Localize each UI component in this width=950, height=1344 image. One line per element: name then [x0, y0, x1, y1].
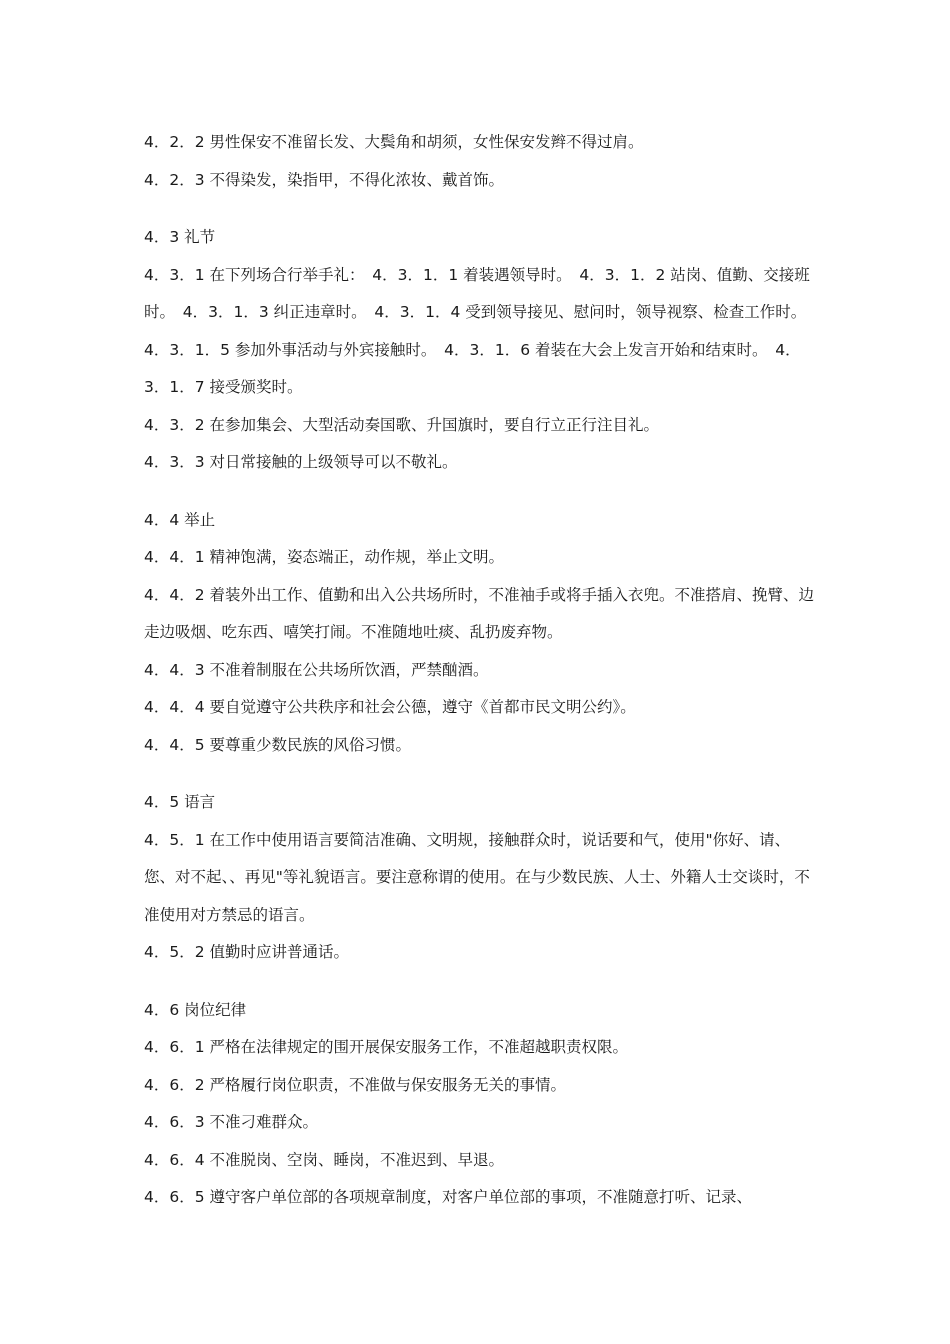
paragraph-4-6-5: 4．6．5 遵守客户单位部的各项规章制度，对客户单位部的事项，不准随意打听、记录、 [144, 1188, 753, 1206]
section-heading-4-5: 4．5 语言 [144, 793, 216, 811]
document-body [144, 124, 814, 1217]
paragraph-4-4-4: 4．4．4 要自觉遵守公共秩序和社会公德，遵守《首都市民文明公约》。 [144, 698, 636, 716]
paragraph-4-6-1: 4．6．1 严格在法律规定的围开展保安服务工作，不准超越职责权限。 [144, 1038, 629, 1056]
section-heading-4-4: 4．4 举止 [144, 510, 216, 529]
section-gap [144, 972, 814, 992]
paragraph-4-4-3: 4．4．3 不准着制服在公共场所饮酒，严禁酗酒。 [144, 660, 489, 679]
section-gap [144, 199, 814, 219]
paragraph-4-2-3: 4．2．3 不得染发，染指甲，不得化浓妆、戴首饰。 [144, 170, 505, 189]
paragraph-4-2-2: 4．2．2 男性保安不准留长发、大鬓角和胡须，女性保安发辫不得过肩。 [144, 133, 644, 151]
paragraph-4-5-2: 4．5．2 值勤时应讲普通话。 [144, 943, 350, 961]
section-gap [144, 764, 814, 784]
paragraph-4-3-2: 4．3．2 在参加集会、大型活动奏国歌、升国旗时，要自行立正行注目礼。 [144, 415, 660, 434]
paragraph-4-3-3: 4．3．3 对日常接触的上级领导可以不敬礼。 [144, 453, 458, 471]
paragraph-4-5-1: 4．5．1 在工作中使用语言要简洁准确、文明规，接触群众时，说话要和气，使用"你好、请、您、对不起、、再见"等礼貌语言。要注意称谓的使用。在与少数民族、人士、外籍人士交谈时，不准使用对方禁忌的语言。 [144, 830, 810, 924]
paragraph-4-4-2: 4．4．2 着装外出工作、值勤和出入公共场所时，不准袖手或将手插入衣兜。不准搭肩、挽臂、边走边吸烟、吃东西、嘻笑打闹。不准随地吐痰、乱扔废弃物。 [144, 585, 815, 641]
paragraph-4-3-1: 4．3．1 在下列场合行举手礼： 4．3．1．1 着装遇领导时。 4．3．1．2 站岗、值勤、交接班时。 4．3．1．3 纠正违章时。 4．3．1．4 受到领导接见、慰问时，领导视察、检查工作时。 4．3．1．5 参加外事活动与外宾接触时。 4．3．1．6 着装在大会上发言开始和结束时。 4．3．1．7 接受颁奖时。 [144, 265, 815, 396]
paragraph-4-6-3: 4．6．3 不准刁难群众。 [144, 1113, 319, 1131]
paragraph-4-6-4: 4．6．4 不准脱岗、空岗、睡岗，不准迟到、早退。 [144, 1150, 505, 1169]
paragraph-4-4-1: 4．4．1 精神饱满，姿态端正，动作规，举止文明。 [144, 548, 505, 566]
section-heading-4-3: 4．3 礼节 [144, 228, 216, 246]
section-heading-4-6: 4．6 岗位纪律 [144, 1000, 247, 1019]
paragraph-4-6-2: 4．6．2 严格履行岗位职责，不准做与保安服务无关的事情。 [144, 1075, 567, 1094]
paragraph-4-4-5: 4．4．5 要尊重少数民族的风俗习惯。 [144, 735, 412, 754]
section-gap [144, 482, 814, 502]
